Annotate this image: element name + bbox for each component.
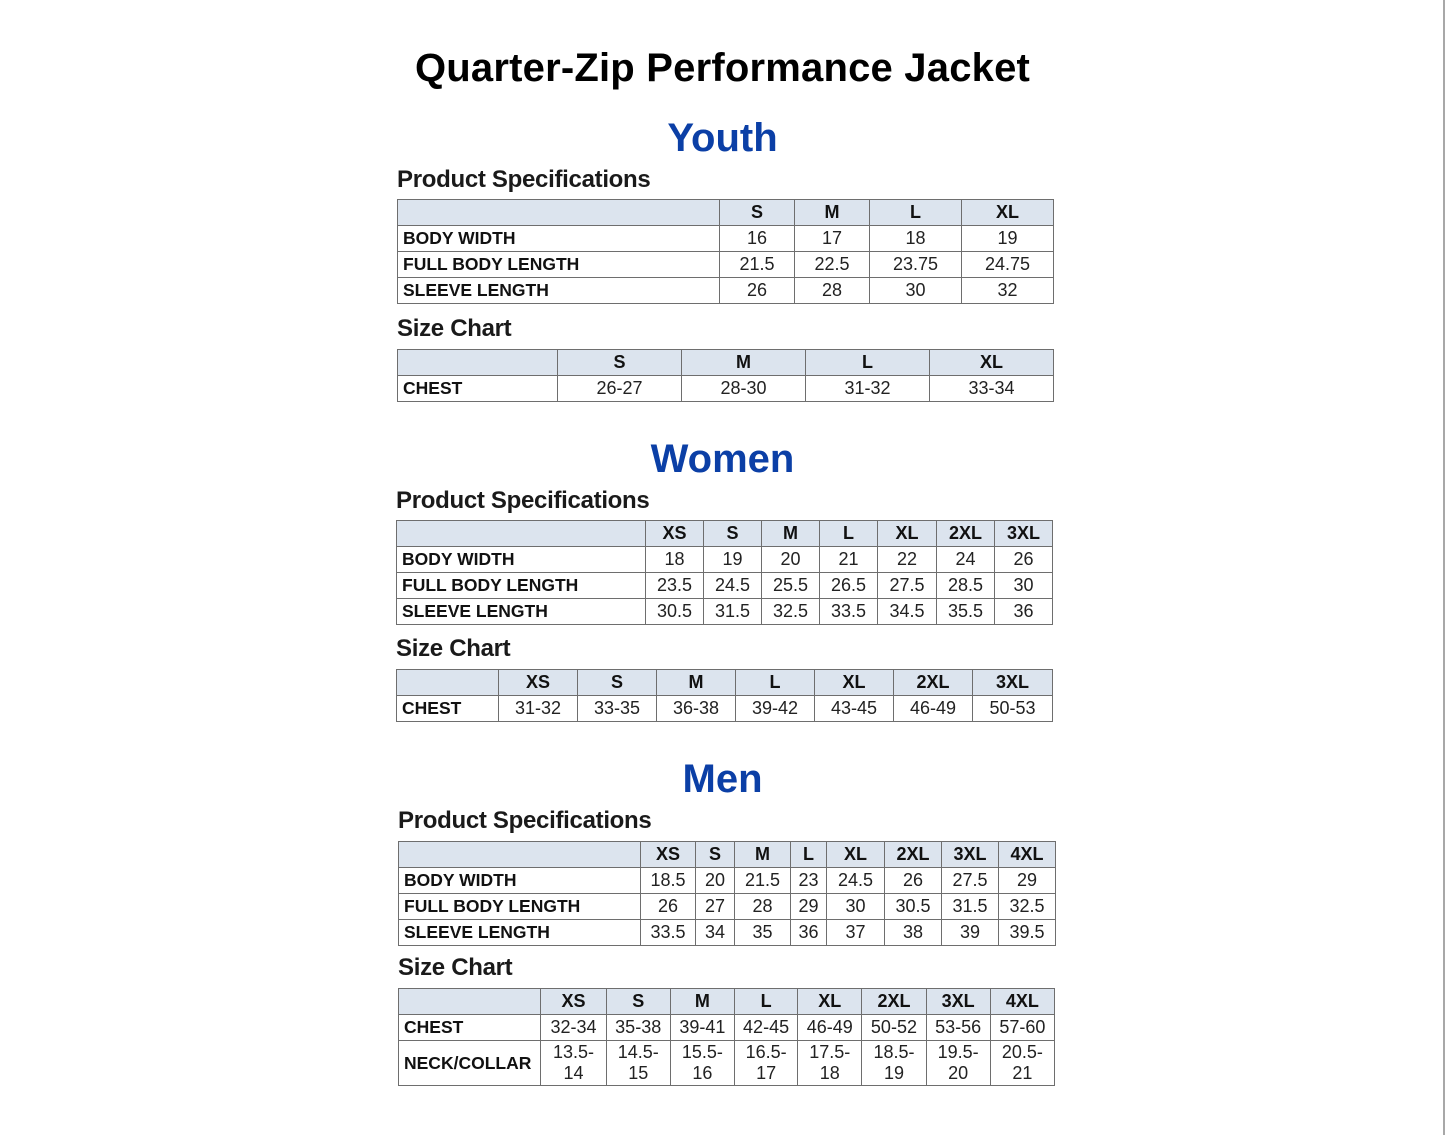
table-cell: 30.5 [885, 894, 942, 920]
table-cell: 26.5 [820, 573, 878, 599]
size-header: XL [798, 989, 862, 1015]
header-corner-cell [397, 670, 499, 696]
row-label: SLEEVE LENGTH [398, 278, 720, 304]
table-cell: 39-41 [670, 1015, 734, 1041]
table-cell: 31.5 [942, 894, 999, 920]
size-header: M [682, 350, 806, 376]
header-corner-cell [398, 200, 720, 226]
table-cell: 27.5 [878, 573, 937, 599]
men-product-specs-table [398, 841, 1056, 946]
women-size-chart-table [396, 669, 1053, 722]
size-header: S [578, 670, 657, 696]
size-header: S [720, 200, 795, 226]
row-label: SLEEVE LENGTH [397, 599, 646, 625]
row-label: BODY WIDTH [398, 226, 720, 252]
table-cell: 35.5 [937, 599, 995, 625]
table-cell: 24.5 [827, 868, 885, 894]
size-header: L [791, 842, 827, 868]
size-header: M [762, 521, 820, 547]
women-size-chart-heading: Size Chart [396, 635, 511, 662]
table-cell: 27 [696, 894, 735, 920]
table-cell: 35 [735, 920, 791, 946]
table-cell: 35-38 [606, 1015, 670, 1041]
table-cell: 15.5- 16 [670, 1041, 734, 1086]
youth-size-chart-table [397, 349, 1054, 402]
size-header: XS [541, 989, 606, 1015]
size-header: 3XL [926, 989, 990, 1015]
men-size-chart-table [398, 988, 1055, 1086]
table-row [398, 226, 1054, 252]
table-row [399, 868, 1056, 894]
header-corner-cell [397, 521, 646, 547]
table-row [398, 376, 1054, 402]
table-cell: 43-45 [815, 696, 894, 722]
table-cell: 28.5 [937, 573, 995, 599]
youth-product-specs-heading: Product Specifications [397, 166, 651, 193]
table-cell: 23 [791, 868, 827, 894]
table-header-row [398, 350, 1054, 376]
table-cell: 26-27 [558, 376, 682, 402]
table-cell: 14.5- 15 [606, 1041, 670, 1086]
table-cell: 21.5 [735, 868, 791, 894]
section-title-men: Men [682, 757, 763, 801]
table-header-row [397, 670, 1053, 696]
table-cell: 36 [995, 599, 1053, 625]
table-cell: 33.5 [641, 920, 696, 946]
row-label: CHEST [399, 1015, 541, 1041]
table-cell: 28 [735, 894, 791, 920]
table-cell: 37 [827, 920, 885, 946]
table-cell: 32-34 [541, 1015, 606, 1041]
table-header-row [397, 521, 1053, 547]
row-label: BODY WIDTH [399, 868, 641, 894]
men-product-specs-heading: Product Specifications [398, 807, 652, 834]
table-cell: 20 [762, 547, 820, 573]
table-row [397, 573, 1053, 599]
section-title-women: Women [650, 437, 795, 481]
row-label: SLEEVE LENGTH [399, 920, 641, 946]
table-cell: 57-60 [990, 1015, 1054, 1041]
table-cell: 21 [820, 547, 878, 573]
table-cell: 33-35 [578, 696, 657, 722]
table-cell: 16 [720, 226, 795, 252]
table-cell: 20 [696, 868, 735, 894]
table-cell: 18.5 [641, 868, 696, 894]
size-header: 3XL [973, 670, 1053, 696]
table-cell: 24 [937, 547, 995, 573]
header-corner-cell [398, 350, 558, 376]
table-cell: 26 [720, 278, 795, 304]
table-cell: 33-34 [930, 376, 1054, 402]
size-header: L [820, 521, 878, 547]
size-header: M [735, 842, 791, 868]
size-header: XS [499, 670, 578, 696]
table-cell: 18 [870, 226, 962, 252]
table-row [399, 894, 1056, 920]
table-cell: 39 [942, 920, 999, 946]
table-cell: 28-30 [682, 376, 806, 402]
size-header: 2XL [885, 842, 942, 868]
row-label: FULL BODY LENGTH [397, 573, 646, 599]
table-cell: 32.5 [999, 894, 1056, 920]
size-header: 3XL [995, 521, 1053, 547]
table-cell: 22.5 [795, 252, 870, 278]
table-cell: 13.5- 14 [541, 1041, 606, 1086]
table-cell: 17.5- 18 [798, 1041, 862, 1086]
page-title: Quarter-Zip Performance Jacket [414, 46, 1031, 90]
table-cell: 31-32 [806, 376, 930, 402]
table-cell: 39-42 [736, 696, 815, 722]
table-cell: 32.5 [762, 599, 820, 625]
table-cell: 25.5 [762, 573, 820, 599]
table-cell: 31-32 [499, 696, 578, 722]
table-row [397, 547, 1053, 573]
table-cell: 30.5 [646, 599, 704, 625]
youth-product-specs-table [397, 199, 1054, 304]
table-cell: 29 [999, 868, 1056, 894]
table-cell: 38 [885, 920, 942, 946]
size-header: S [696, 842, 735, 868]
size-header: L [806, 350, 930, 376]
row-label: CHEST [397, 696, 499, 722]
size-header: M [670, 989, 734, 1015]
size-header: 2XL [862, 989, 926, 1015]
size-header: S [606, 989, 670, 1015]
size-header: XL [930, 350, 1054, 376]
table-cell: 46-49 [894, 696, 973, 722]
size-header: 2XL [894, 670, 973, 696]
table-cell: 30 [827, 894, 885, 920]
size-header: 3XL [942, 842, 999, 868]
table-row [399, 1015, 1055, 1041]
size-header: XS [641, 842, 696, 868]
table-header-row [399, 842, 1056, 868]
size-header: M [795, 200, 870, 226]
table-cell: 27.5 [942, 868, 999, 894]
table-cell: 36-38 [657, 696, 736, 722]
table-cell: 30 [995, 573, 1053, 599]
table-cell: 23.75 [870, 252, 962, 278]
table-cell: 26 [885, 868, 942, 894]
size-header: S [704, 521, 762, 547]
table-cell: 31.5 [704, 599, 762, 625]
table-row [397, 599, 1053, 625]
table-header-row [399, 989, 1055, 1015]
size-header: L [870, 200, 962, 226]
table-cell: 34 [696, 920, 735, 946]
table-row [398, 252, 1054, 278]
table-cell: 24.5 [704, 573, 762, 599]
table-cell: 29 [791, 894, 827, 920]
table-cell: 18.5- 19 [862, 1041, 926, 1086]
table-cell: 24.75 [962, 252, 1054, 278]
table-cell: 53-56 [926, 1015, 990, 1041]
row-label: BODY WIDTH [397, 547, 646, 573]
table-cell: 46-49 [798, 1015, 862, 1041]
table-cell: 23.5 [646, 573, 704, 599]
table-cell: 28 [795, 278, 870, 304]
size-header: XL [815, 670, 894, 696]
size-header: 2XL [937, 521, 995, 547]
table-cell: 34.5 [878, 599, 937, 625]
row-label: FULL BODY LENGTH [398, 252, 720, 278]
table-row [398, 278, 1054, 304]
size-header: XL [878, 521, 937, 547]
size-header: M [657, 670, 736, 696]
table-cell: 17 [795, 226, 870, 252]
table-cell: 30 [870, 278, 962, 304]
table-cell: 19 [962, 226, 1054, 252]
row-label: NECK/COLLAR [399, 1041, 541, 1086]
size-header: 4XL [990, 989, 1054, 1015]
row-label: CHEST [398, 376, 558, 402]
table-row [399, 920, 1056, 946]
table-row [397, 696, 1053, 722]
table-cell: 50-53 [973, 696, 1053, 722]
header-corner-cell [399, 842, 641, 868]
table-cell: 26 [641, 894, 696, 920]
women-product-specs-table [396, 520, 1053, 625]
table-cell: 16.5- 17 [734, 1041, 797, 1086]
size-header: XL [827, 842, 885, 868]
table-cell: 22 [878, 547, 937, 573]
table-cell: 19.5- 20 [926, 1041, 990, 1086]
table-cell: 33.5 [820, 599, 878, 625]
row-label: FULL BODY LENGTH [399, 894, 641, 920]
table-header-row [398, 200, 1054, 226]
table-cell: 21.5 [720, 252, 795, 278]
size-header: 4XL [999, 842, 1056, 868]
section-title-youth: Youth [667, 116, 778, 160]
table-cell: 18 [646, 547, 704, 573]
size-header: XL [962, 200, 1054, 226]
size-header: L [736, 670, 815, 696]
table-cell: 20.5- 21 [990, 1041, 1054, 1086]
size-header: S [558, 350, 682, 376]
table-cell: 32 [962, 278, 1054, 304]
women-product-specs-heading: Product Specifications [396, 487, 650, 514]
men-size-chart-heading: Size Chart [398, 954, 513, 981]
header-corner-cell [399, 989, 541, 1015]
table-row [399, 1041, 1055, 1086]
table-cell: 36 [791, 920, 827, 946]
table-cell: 39.5 [999, 920, 1056, 946]
size-header: L [734, 989, 797, 1015]
table-cell: 26 [995, 547, 1053, 573]
size-header: XS [646, 521, 704, 547]
table-cell: 42-45 [734, 1015, 797, 1041]
table-cell: 50-52 [862, 1015, 926, 1041]
table-cell: 19 [704, 547, 762, 573]
youth-size-chart-heading: Size Chart [397, 315, 512, 342]
